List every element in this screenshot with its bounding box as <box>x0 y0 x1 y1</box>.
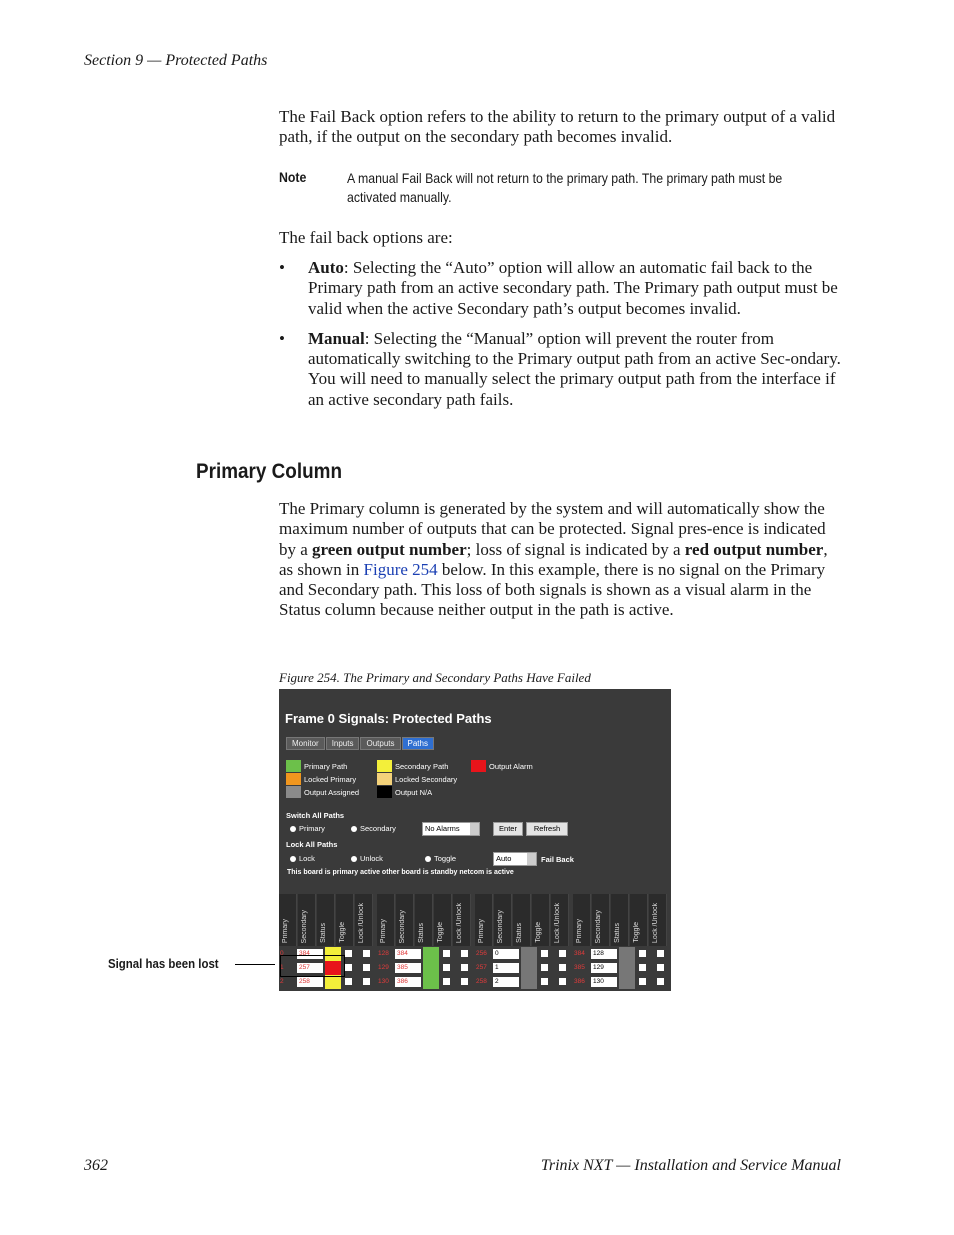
toggle-checkbox[interactable] <box>639 964 646 971</box>
secondary-output-field[interactable]: 384 <box>395 949 421 959</box>
toggle-checkbox[interactable] <box>443 950 450 957</box>
callout-highlight-box <box>280 955 345 977</box>
legend-item: Secondary Path <box>377 760 448 772</box>
status-cell <box>521 975 537 989</box>
primary-output-number: 257 <box>476 964 487 971</box>
list-item: • Auto: Selecting the “Auto” option will allow an automatic fail back to the Primary path from an active secondary path. The Primary path output must be valid when the active Secondary path’s output becomes invalid. <box>279 258 838 318</box>
column-header: Lock /Unlock <box>453 894 471 946</box>
note-text: A manual Fail Back will not return to the primary path. The primary path must be activated manually. <box>347 170 783 205</box>
toggle-checkbox[interactable] <box>345 978 352 985</box>
primary-output-number: 0 <box>280 950 284 957</box>
legend-item: Locked Secondary <box>377 773 457 785</box>
secondary-output-field[interactable]: 257 <box>297 963 323 973</box>
status-cell <box>423 975 439 989</box>
tab-monitor[interactable]: Monitor <box>286 737 325 750</box>
column-header: Toggle <box>630 894 648 946</box>
column-header: Lock /Unlock <box>649 894 667 946</box>
bullet-text: : Selecting the “Auto” option will allow an automatic fail back to the Primary path from an active secondary path. The Primary path output must be valid when the active Secondary path’s output becomes invalid. <box>308 258 838 318</box>
toggle-checkbox[interactable] <box>541 950 548 957</box>
color-legend <box>286 760 586 800</box>
primary-output-number: 129 <box>378 964 389 971</box>
protected-paths-screenshot <box>279 689 671 991</box>
running-head: Section 9 — Protected Paths <box>84 52 268 69</box>
secondary-output-field[interactable]: 385 <box>395 963 421 973</box>
tab-paths[interactable]: Paths <box>402 737 434 750</box>
column-header: Toggle <box>532 894 550 946</box>
lock-checkbox[interactable] <box>657 978 664 985</box>
secondary-output-field[interactable]: 386 <box>395 977 421 987</box>
tab-bar <box>286 737 435 750</box>
figure-link[interactable]: Figure 254 <box>363 559 438 579</box>
tab-outputs[interactable]: Outputs <box>360 737 400 750</box>
toggle-checkbox[interactable] <box>345 964 352 971</box>
lock-checkbox[interactable] <box>657 964 664 971</box>
column-header: Lock /Unlock <box>355 894 373 946</box>
radio-primary[interactable]: Primary <box>290 824 325 833</box>
paragraph-fail-back: The Fail Back option refers to the ability to return to the primary output of a valid path, if the output on the secondary path becomes invalid. <box>279 107 836 147</box>
callout-leader-line <box>235 964 275 965</box>
alarm-select[interactable]: No Alarms <box>422 822 480 836</box>
legend-item: Locked Primary <box>286 773 356 785</box>
switch-all-label: Switch All Paths <box>286 811 345 820</box>
radio-toggle[interactable]: Toggle <box>425 854 456 863</box>
lock-checkbox[interactable] <box>559 950 566 957</box>
paragraph-options-intro: The fail back options are: <box>279 228 453 247</box>
column-header: Primary <box>279 894 297 946</box>
refresh-button[interactable]: Refresh <box>526 822 568 836</box>
page-number: 362 <box>84 1157 108 1174</box>
primary-output-number: 1 <box>280 964 284 971</box>
footer-title: Trinix NXT — Installation and Service Manual <box>540 1157 841 1174</box>
status-cell <box>619 947 635 961</box>
secondary-output-field[interactable]: 129 <box>591 963 617 973</box>
primary-output-number: 256 <box>476 950 487 957</box>
status-cell <box>619 975 635 989</box>
primary-output-number: 384 <box>574 950 585 957</box>
lock-checkbox[interactable] <box>461 950 468 957</box>
status-cell <box>423 947 439 961</box>
bullet-term: Manual <box>308 328 365 348</box>
status-cell <box>521 947 537 961</box>
secondary-output-field[interactable]: 384 <box>297 949 323 959</box>
screenshot-title: Frame 0 Signals: Protected Paths <box>285 711 492 726</box>
lock-checkbox[interactable] <box>363 950 370 957</box>
lock-checkbox[interactable] <box>657 950 664 957</box>
toggle-checkbox[interactable] <box>541 978 548 985</box>
legend-item: Output N/A <box>377 786 432 798</box>
column-header: Toggle <box>336 894 354 946</box>
status-cell <box>521 961 537 975</box>
column-header: Secondary <box>592 894 610 946</box>
column-header: Secondary <box>396 894 414 946</box>
secondary-output-field[interactable]: 258 <box>297 977 323 987</box>
callout-text: Signal has been lost <box>108 956 219 971</box>
legend-item: Output Assigned <box>286 786 359 798</box>
secondary-output-field[interactable]: 128 <box>591 949 617 959</box>
lock-checkbox[interactable] <box>461 964 468 971</box>
primary-output-number: 386 <box>574 978 585 985</box>
lock-all-label: Lock All Paths <box>286 840 338 849</box>
column-header: Status <box>611 894 629 946</box>
column-header: Status <box>317 894 335 946</box>
toggle-checkbox[interactable] <box>443 978 450 985</box>
lock-checkbox[interactable] <box>461 978 468 985</box>
list-item: • Manual: Selecting the “Manual” option will prevent the router from automatically switching to the Primary output path from an active Sec-ondary. You will need to manually select the primary output path from the interface if an active secondary path fails. <box>279 328 841 409</box>
status-cell <box>325 975 341 989</box>
column-header: Toggle <box>434 894 452 946</box>
lock-checkbox[interactable] <box>363 978 370 985</box>
toggle-checkbox[interactable] <box>443 964 450 971</box>
column-header: Status <box>513 894 531 946</box>
radio-lock[interactable]: Lock <box>290 854 315 863</box>
column-header: Lock /Unlock <box>551 894 569 946</box>
primary-output-number: 130 <box>378 978 389 985</box>
column-header: Status <box>415 894 433 946</box>
radio-secondary[interactable]: Secondary <box>351 824 396 833</box>
primary-output-number: 385 <box>574 964 585 971</box>
legend-item: Output Alarm <box>471 760 533 772</box>
failback-select[interactable]: Auto <box>493 852 537 866</box>
secondary-output-field[interactable]: 2 <box>493 977 519 987</box>
status-cell <box>423 961 439 975</box>
toggle-checkbox[interactable] <box>541 964 548 971</box>
primary-output-number: 2 <box>280 978 284 985</box>
primary-output-number: 128 <box>378 950 389 957</box>
column-header: Primary <box>573 894 591 946</box>
lock-checkbox[interactable] <box>363 964 370 971</box>
column-header: Secondary <box>494 894 512 946</box>
lock-checkbox[interactable] <box>559 964 566 971</box>
paragraph-primary-column: The Primary column is generated by the system and will automatically show the maximum number of outputs that can be protected. Signal pres-ence is indicated by a green output number; loss of signal is indicated by a red output number, as shown in Figure 254 below. In this example, there is no signal on the Primary and Secondary path. This loss of both signals is shown as a visual alarm in the Status column because neither output in the path is active. <box>279 499 828 620</box>
column-header: Secondary <box>298 894 316 946</box>
column-header: Primary <box>377 894 395 946</box>
secondary-output-field[interactable]: 130 <box>591 977 617 987</box>
secondary-output-field[interactable]: 0 <box>493 949 519 959</box>
bullet-term: Auto <box>308 258 344 277</box>
enter-button[interactable]: Enter <box>493 822 523 836</box>
lock-checkbox[interactable] <box>559 978 566 985</box>
note-label: Note <box>279 169 307 185</box>
tab-inputs[interactable]: Inputs <box>326 737 360 750</box>
figure-caption: Figure 254. The Primary and Secondary Paths Have Failed <box>279 670 591 685</box>
toggle-checkbox[interactable] <box>345 950 352 957</box>
legend-item: Primary Path <box>286 760 347 772</box>
failback-label: Fail Back <box>541 855 574 864</box>
status-cell <box>619 961 635 975</box>
toggle-checkbox[interactable] <box>639 950 646 957</box>
toggle-checkbox[interactable] <box>639 978 646 985</box>
bullet-text: : Selecting the “Manual” option will prevent the router from automatically switching to the Primary output path from an active Sec-ondary. You will need to manually select the primary output path from the interface if an active secondary path fails. <box>308 328 841 409</box>
secondary-output-field[interactable]: 1 <box>493 963 519 973</box>
primary-output-number: 258 <box>476 978 487 985</box>
board-status-text: This board is primary active other board is standby netcom is active <box>287 869 514 876</box>
section-heading: Primary Column <box>196 460 342 483</box>
radio-unlock[interactable]: Unlock <box>351 854 383 863</box>
column-header: Primary <box>475 894 493 946</box>
fail-back-options-list <box>279 258 841 420</box>
